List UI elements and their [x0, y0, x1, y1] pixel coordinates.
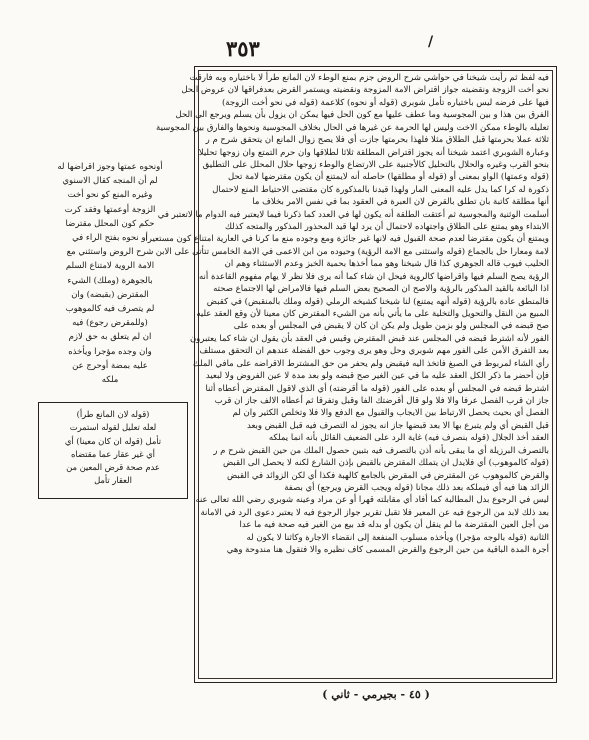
margin-note-line: بالجوهرة (وملك) الشيء — [67, 275, 153, 286]
main-text-line: أسلمت الوثنية والمجوسية ثم أعتقت الطلقة أنه يكون لها في العدد كما ذكرنا فيما لايعتبر فيه الدوام ما لاتعتبر في — [157, 209, 549, 220]
margin-note-line: الامة الروية لامتناع السلم — [65, 261, 155, 272]
main-text-line: رأي الشاء لمربوط في الصبغ فاتخذ اليه فيقبض ولم يحفر من حق المشترط الاقراضه على مافي الملك — [192, 358, 549, 369]
main-text-line: جاز ان قرب الفصل عرفا والا فلا ولو قال أقرضتك الفا وقبل وتفرقا ثم أعطاه الالف جاز ان قرب — [214, 395, 549, 406]
margin-note-line: الزوجة أوعمتها وفقد كرت — [64, 204, 156, 215]
main-text-line: بنحو القرب وغيره والحلال بالتحليل كالأجنبية على الارتضاع والوطء زوجها حلال المحلل على التطليق — [202, 159, 549, 170]
margin-note-line: حكم كون المحلل مقترضا — [65, 218, 155, 229]
main-text-line: الرؤية يصح السلم فيها واقراضها كالروية فيحل ان شاء كما أنه يرى فلا نظر لا يهام مفهوم القاعدة أنه — [198, 271, 549, 282]
main-text-line: (قوله وعمتها) الواو بمعنى أو (قوله أو مطلقها) حاصله أنه لايمتنع أن يكون مقترضها لامة تحل — [228, 172, 549, 183]
margin-note-line: وان وجده مؤجرا ويأخذه — [68, 346, 152, 357]
margin-box-line: لعله تعليل لقوله استمرت — [69, 422, 157, 433]
main-text-line: (قوله كالموهوب) أي فلايدل ان يتملك المقترض بالقبض بإذن الشارع لكنه لا يحصل الى القبض — [222, 458, 549, 469]
margin-note-line: المقترض (بقبضه) وان — [71, 289, 149, 300]
main-text-line: قبل القبض أي ولم يتبرع بها الا بعد قبضها جاز انه يجوز له التصرف فيه قبل القبض وبعد — [247, 420, 549, 431]
page-number: ٣٥٣ — [226, 36, 260, 61]
main-text-line: الزائد هنا فيه أي فيملكه بعد ذلك مجانا (قوله ويجب القرض ويرجع) أي بصفة — [284, 482, 549, 493]
margin-notes — [36, 160, 184, 390]
main-text-line: اذا البائعة بالقيد المذكور بالرؤية والاصح ان الصحيح بعض السلم فيها فالامراض لها الاجتماع صحته — [213, 284, 549, 295]
corner-mark: / — [428, 34, 434, 50]
margin-note-line: ملكه — [101, 375, 119, 386]
margin-note-line: لم أن المنجه كقال الاسنوي — [62, 176, 158, 187]
main-text-line: وعبارة الشوبري اعتمد شيخنا أنه يجوز اقتراض المطلقة ثلاثا لطلاقها وان حرم التمتع وان زوجها تحليلا — [198, 147, 549, 158]
main-text-line: أنها مطلقة كاتبة بان تطلق بالقرض لان العبرة في العقود بما في نفس الامر بخلاف ما — [252, 197, 549, 208]
main-text-line: فيه لفظ ثم رأيت شيخنا في حواشي شرح الروض جزم بمنع الوطء لان المانع طرأ لا باختياره وبه فارقت — [189, 73, 549, 83]
main-text-line: ثلاثة عملا بحرمتها قبل الطلاق مثلا فلهذا بحرمتها جازت أي فلا يصح زوال المانع ان يتحقق شرح م ر — [205, 135, 549, 146]
main-text-line: الثانية (قوله بالوجه مؤجرا) ويأخذه مسلوب المنفعة إلى انقضاء الاجارة وكاثنا لا يكون له — [246, 532, 549, 543]
main-text-body — [145, 72, 549, 676]
main-text-line: ويمتنع أن يكون مقترضا لعدم صحة القبول فيه لانها غير جائزة ومع وجوده منع ما كرنا في العارية امتناع كون مستعيرا — [145, 234, 549, 245]
main-text-line: بالتصرف البرزيلة أي ما يبقى بأنه أذن بالتصرف فيه بتبين حصول الملك من حين القبض شرح م ر — [213, 445, 549, 456]
margin-box-line: العقار تأمل — [94, 475, 132, 486]
margin-note-line: (وللمقرض رجوع) فيه — [72, 318, 148, 329]
main-text-line: صح قبضه في المجلس ولو بزمن طويل ولم يكن ان كان لا يقبض في المجلس أو بعده على — [233, 321, 549, 332]
main-text-line: الفصل أي بحيث يحصل الارتباط بين الايجاب والقبول مع الدفع والا فلا وتخلص الكثير وان لم — [232, 408, 549, 419]
main-text-line: أجرة المدة الباقية من حين الرجوع والقرض المسمى كاف نظيره والا فتقول هنا مندوحة وهي — [226, 545, 549, 556]
main-text-line: ذكورة له كرا كما يدل عليه المعنى المار ولهذا قيدنا بالمذكورة كان مقتضى الاحتياط المنع لاحتمال — [212, 184, 549, 195]
margin-note-line: عليه بمضة أوحرج عن — [72, 360, 148, 371]
signature-footer: ( ٤٥ - بجيرمي - ثاني ) — [322, 688, 430, 701]
main-text-line: الفرق بين هذا و بين المجوسية وما عطف عليها مع كون الحل فيها يمكن ان يزول بأن يسلم ويرجع الى الحل — [175, 110, 549, 121]
main-text-line: فالمنطق عادة بالرؤية (قوله أنهه يمتنع) لنا شيخنا كشيخه الرملي (قوله وملك بالمنقبض) في كقبض — [206, 296, 549, 307]
margin-box-line: (قوله لان المانع طرأ) — [76, 409, 150, 419]
main-text-line: فإن أحضر ما ذكر الكل العقد عليه ما في عين الغير صح قبضه ولو بعد مدة لا عين الفروض ولا لبعيد — [205, 371, 549, 382]
margin-note-line: أو نحوه بفتح الراء في — [72, 233, 148, 244]
margin-note-line: أونحوه عمتها وجوز اقراضها له — [57, 162, 163, 172]
margin-note-line: ان لم يتعلق به حق لازم — [68, 332, 152, 343]
main-text-line: نحو أخت الزوجة ونقضيته جواز اقتراض الامة المزوجة ونقضيته ويستمر القرض بعدفراقها لان عروض الحل — [181, 85, 549, 96]
main-text-line: العقد أخذ الجلال (قوله بنصرف فيه) غاية الرد على الضعيف القائل بأنه انما يملكه — [268, 433, 549, 444]
main-text-line: الابتداء وهو يمتنع على الطلاق واجتهاده لاحتمال أن يرد لها قيد المحذور المذكور والمتجه كذلك — [224, 222, 549, 233]
main-text-line: فيها على فرضه ليس باختياره تأمل شوبري (قوله أو نحوه) كلاعمة (قوله في نحو أخت الزوجة) — [221, 97, 549, 108]
main-text-line: الحليب فيوب قاله الجوهري كذا قال شيخنا وهو مما أخذها بحمية الخبز وعدم الاستثناء وهم ان — [224, 259, 549, 270]
margin-note-line: شرح الروض واستثني مع — [66, 247, 154, 258]
main-text-line: بعد التفرق الأمن على الفور مهم شوبري وحل وهو يرى وجوب حق الفضلة عندهم ان التحقق مستلف — [199, 346, 549, 357]
main-text-line: بعد ذلك لابد من الرجوع فيه عن المعير فلا تقبل تقرير جواز الرجوع فيه لا يعتبر دعوى الرد في الامانة — [200, 507, 549, 518]
margin-box-line: عدم صحة قرض المعين من — [66, 462, 160, 473]
main-text-line: اشترط قبضه في المجلس أو بعده على الفور (قوله ما أقرضته) أي الذي لاقول المقترض أعطاه أثنا — [205, 383, 549, 394]
main-text-line: تعليله بالوطء ممكن الاخت وليس لها الحرمة عن غيرها في الحال بخلاف المجوسية ونحوها والفارق بين المجوسية — [156, 122, 549, 133]
main-text-line: من أجل العين المقترضة ما لم ينقل أن يكون أو بدله قد بيع من الغير فيه صحة فيه ما عدا — [239, 520, 549, 531]
main-text-line: والقرض كالموهوب عن المقترض في المقرض بالجامع كالهبة فكذا أي لكن الزوائد في القبض — [227, 470, 549, 481]
main-text-line: لامة ومعارا حل بالجماع (قوله واستثنى مع الامة الرؤية) وحيوده من ابن الاعمى في الامة الخامس تتأتى على الابن — [155, 246, 549, 257]
margin-box-line: أي غير عقار عما مقتضاه — [71, 448, 155, 459]
margin-box-line: تأمل (قوله ان كان معينا) أي — [64, 435, 162, 446]
main-text-line: المبيع من النقل والتحويل والتخلية على ما يأتي بأنه من الشيء المقترض كان معينا لأن وقع العقد عليه — [196, 309, 549, 320]
main-text-line: ليس في الرجوع بدل المطالبة كما أفاد أي مقابلته قهرا أو عن مراد وعينه شوبري رضي الله تعالى عنه — [195, 495, 549, 506]
main-text-line: الفور لأنه اشترط قبضه في المجلس عند قبض المقترض وقيس في العقد بأن يقول ان شاء كما يعتبرون — [189, 333, 549, 344]
margin-note-box — [38, 402, 188, 499]
margin-note-line: وغيره المنع كو نحو أخت — [67, 190, 153, 201]
margin-note-line: لم يتصرف فيه كالموهوب — [65, 304, 155, 315]
